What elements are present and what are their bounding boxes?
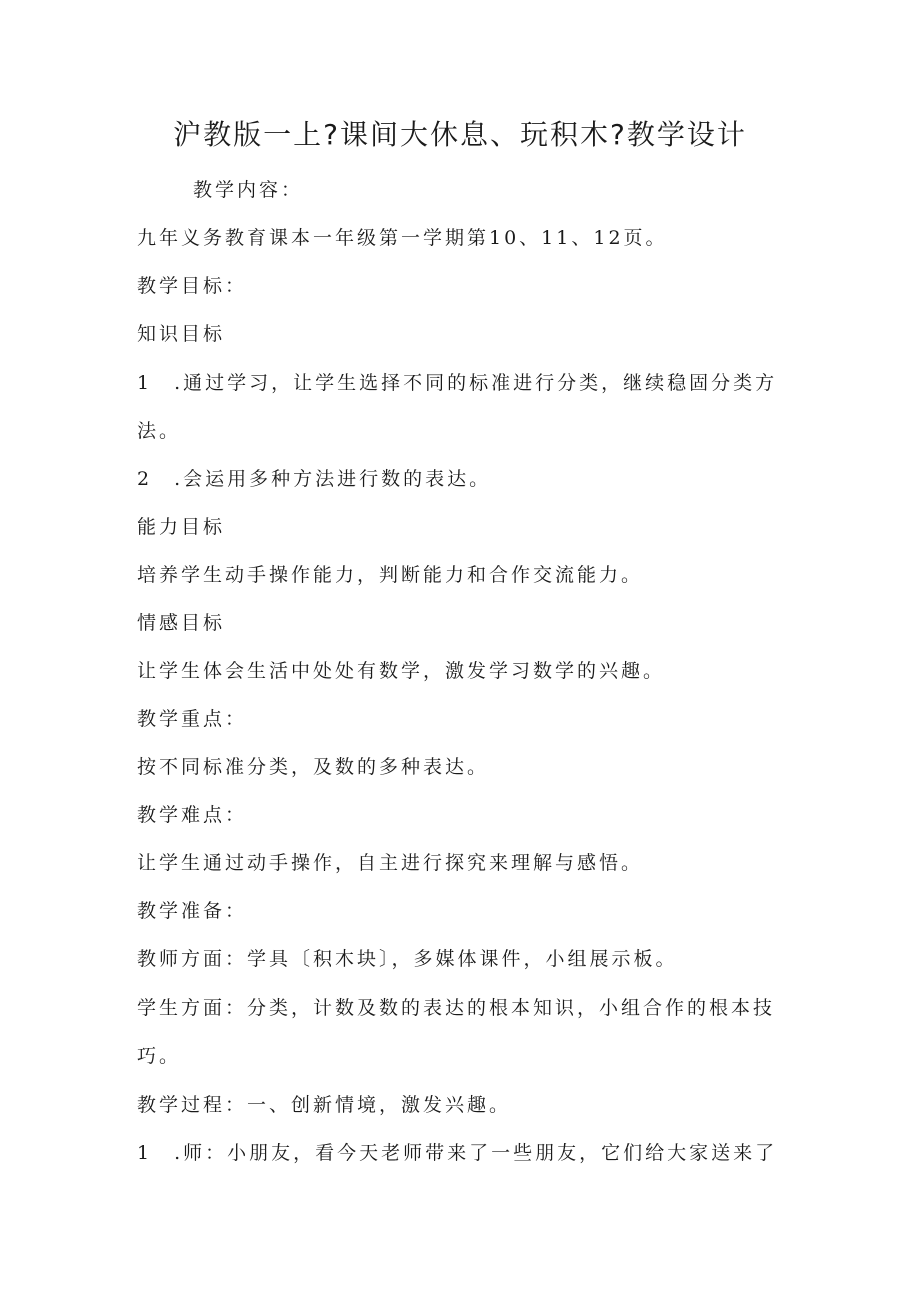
- objectives-label: 教学目标：: [137, 275, 248, 297]
- knowledge-item-2: 2 .会运用多种方法进行数的表达。: [137, 468, 492, 490]
- process-heading: 教学过程：一、创新情境，激发兴趣。: [137, 1094, 512, 1116]
- content-text: 九年义务教育课本一年级第一学期第10、11、12页。: [137, 227, 668, 249]
- key-text: 按不同标准分类，及数的多种表达。: [137, 756, 490, 778]
- difficulty-label: 教学难点：: [137, 804, 248, 826]
- difficulty-text: 让学生通过动手操作，自主进行探究来理解与感悟。: [137, 852, 644, 874]
- prep-teacher: 教师方面：学具〔积木块〕，多媒体课件，小组展示板。: [137, 948, 678, 970]
- content-label: 教学内容：: [193, 179, 304, 201]
- prep-student-cont: 巧。: [137, 1045, 182, 1067]
- knowledge-item-1-cont: 法。: [137, 420, 182, 442]
- knowledge-label: 知识目标: [137, 323, 226, 345]
- knowledge-item-1: 1 .通过学习，让学生选择不同的标准进行分类，继续稳固分类方: [137, 372, 778, 394]
- key-label: 教学重点：: [137, 708, 248, 730]
- prep-label: 教学准备：: [137, 900, 248, 922]
- prep-student: 学生方面：分类，计数及数的表达的根本知识，小组合作的根本技: [137, 997, 776, 1019]
- ability-text: 培养学生动手操作能力，判断能力和合作交流能力。: [137, 564, 644, 586]
- emotion-label: 情感目标: [137, 612, 226, 634]
- document-title: 沪教版一上?课间大休息、玩积木?教学设计: [173, 118, 747, 151]
- ability-label: 能力目标: [137, 516, 226, 538]
- emotion-text: 让学生体会生活中处处有数学，激发学习数学的兴趣。: [137, 660, 666, 682]
- process-item-1: 1 .师：小朋友，看今天老师带来了一些朋友，它们给大家送来了: [137, 1142, 778, 1164]
